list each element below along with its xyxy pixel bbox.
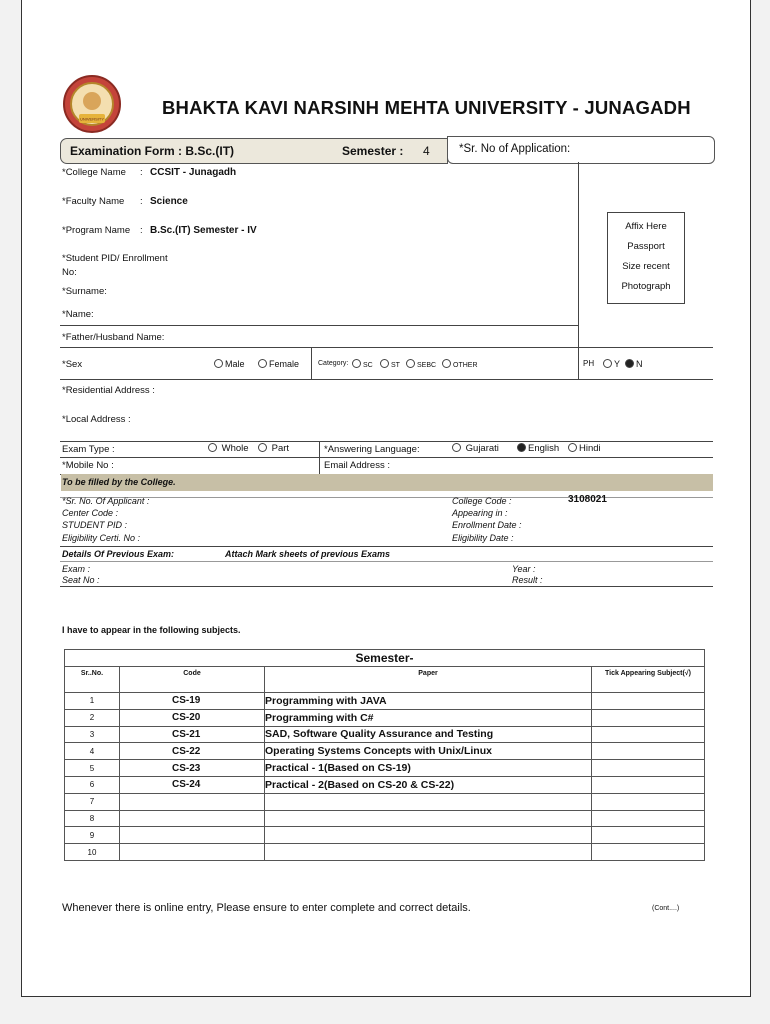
faculty-value: Science bbox=[150, 196, 188, 207]
subjects-table bbox=[64, 649, 705, 861]
lang-english-option[interactable]: English bbox=[517, 443, 559, 454]
table-row bbox=[65, 827, 705, 844]
photo-line-1: Affix Here bbox=[625, 221, 667, 232]
subject-code bbox=[120, 827, 265, 844]
subject-code: CS-22 bbox=[120, 743, 265, 760]
previous-exam-label: Details Of Previous Exam: bbox=[62, 549, 175, 559]
subject-paper bbox=[265, 793, 592, 810]
subject-code: CS-20 bbox=[120, 709, 265, 726]
col-srno: Sr..No. bbox=[65, 667, 120, 693]
form-label: Examination Form : B.Sc.(IT) bbox=[70, 144, 235, 158]
table-row bbox=[65, 793, 705, 810]
email-label: Email Address : bbox=[324, 460, 390, 471]
subject-code bbox=[120, 810, 265, 827]
subject-srno: 6 bbox=[65, 776, 120, 793]
table-row bbox=[65, 743, 705, 760]
category-sc-option[interactable]: SC bbox=[352, 359, 373, 369]
name-label: *Name: bbox=[62, 309, 94, 320]
category-other-option[interactable]: OTHER bbox=[442, 359, 478, 369]
semester-heading: Semester- bbox=[65, 650, 705, 667]
subject-tick-cell[interactable] bbox=[592, 827, 705, 844]
col-paper: Paper bbox=[265, 667, 592, 693]
attach-marksheets-label: Attach Mark sheets of previous Exams bbox=[225, 549, 391, 559]
subject-tick-cell[interactable] bbox=[592, 810, 705, 827]
radio-icon bbox=[380, 359, 389, 368]
college-value: CCSIT - Junagadh bbox=[150, 167, 237, 178]
mobile-label: *Mobile No : bbox=[62, 460, 114, 471]
subject-paper bbox=[265, 844, 592, 861]
semester-value: 4 bbox=[423, 144, 430, 158]
ph-no-option[interactable]: N bbox=[625, 359, 643, 369]
sex-label: *Sex bbox=[62, 359, 83, 370]
surname-label: *Surname: bbox=[62, 286, 107, 297]
year-label: Year : bbox=[512, 564, 536, 574]
radio-selected-icon bbox=[517, 443, 526, 452]
photo-line-3: Size recent bbox=[622, 261, 670, 272]
seat-no-label: Seat No : bbox=[62, 575, 100, 585]
radio-selected-icon bbox=[625, 359, 634, 368]
eligibility-no-label: Eligibility Certi. No : bbox=[62, 533, 141, 543]
subject-tick-cell[interactable] bbox=[592, 776, 705, 793]
continued-label: (Cont....) bbox=[652, 905, 680, 912]
application-no-box[interactable] bbox=[447, 136, 715, 164]
subject-code: CS-21 bbox=[120, 726, 265, 743]
subject-tick-cell[interactable] bbox=[592, 709, 705, 726]
subject-code: CS-23 bbox=[120, 760, 265, 777]
eligibility-date-label: Eligibility Date : bbox=[452, 533, 514, 543]
category-st-option[interactable]: ST bbox=[380, 359, 400, 369]
photo-line-2: Passport bbox=[627, 241, 665, 252]
subject-srno: 9 bbox=[65, 827, 120, 844]
ph-label: PH bbox=[583, 359, 595, 368]
subject-code bbox=[120, 844, 265, 861]
radio-icon bbox=[352, 359, 361, 368]
subject-srno: 10 bbox=[65, 844, 120, 861]
table-row bbox=[65, 760, 705, 777]
table-row bbox=[65, 844, 705, 861]
subject-paper: Programming with JAVA bbox=[265, 693, 592, 710]
exam-label: Exam : bbox=[62, 564, 91, 574]
result-label: Result : bbox=[512, 575, 543, 585]
semester-label: Semester : bbox=[342, 144, 404, 158]
father-label: *Father/Husband Name: bbox=[62, 332, 165, 343]
ph-yes-option[interactable]: Y bbox=[603, 359, 620, 369]
college-code-value: 3108021 bbox=[568, 494, 607, 505]
subject-srno: 2 bbox=[65, 709, 120, 726]
radio-icon bbox=[442, 359, 451, 368]
form-header-box bbox=[60, 138, 448, 164]
subject-srno: 3 bbox=[65, 726, 120, 743]
program-label: *Program Name bbox=[62, 225, 131, 236]
residential-address-label: *Residential Address : bbox=[62, 385, 155, 396]
exam-whole-option[interactable]: Whole bbox=[208, 443, 249, 454]
col-code: Code bbox=[120, 667, 265, 693]
subject-tick-cell[interactable] bbox=[592, 760, 705, 777]
subject-paper: Operating Systems Concepts with Unix/Linux bbox=[265, 743, 592, 760]
exam-type-label: Exam Type : bbox=[62, 444, 115, 455]
radio-icon bbox=[452, 443, 461, 452]
photo-box bbox=[607, 212, 685, 304]
radio-icon bbox=[406, 359, 415, 368]
subject-srno: 4 bbox=[65, 743, 120, 760]
subject-code: CS-24 bbox=[120, 776, 265, 793]
subject-paper: Programming with C# bbox=[265, 709, 592, 726]
lang-hindi-option[interactable]: Hindi bbox=[568, 443, 601, 454]
college-code-label: College Code : bbox=[452, 496, 512, 506]
table-row bbox=[65, 810, 705, 827]
student-pid-label: STUDENT PID : bbox=[62, 520, 128, 530]
pid-label-2: No: bbox=[62, 267, 77, 278]
footer-note: Whenever there is online entry, Please ensure to enter complete and correct details. bbox=[62, 902, 471, 914]
subject-tick-cell[interactable] bbox=[592, 693, 705, 710]
photo-line-4: Photograph bbox=[621, 281, 671, 292]
table-row bbox=[65, 726, 705, 743]
university-seal-icon bbox=[62, 74, 122, 134]
table-row bbox=[65, 693, 705, 710]
language-label: *Answering Language: bbox=[324, 444, 420, 455]
subject-paper: Practical - 2(Based on CS-20 & CS-22) bbox=[265, 776, 592, 793]
sex-female-option[interactable]: Female bbox=[258, 359, 299, 369]
subject-srno: 7 bbox=[65, 793, 120, 810]
table-row bbox=[65, 709, 705, 726]
sr-no-applicant-label: *Sr. No. Of Applicant : bbox=[62, 496, 150, 506]
lang-gujarati-option[interactable]: Gujarati bbox=[452, 443, 499, 454]
local-address-label: *Local Address : bbox=[62, 414, 131, 425]
application-no-label: *Sr. No of Application: bbox=[459, 143, 571, 155]
center-code-label: Center Code : bbox=[62, 508, 119, 518]
category-label: Category: bbox=[318, 360, 349, 367]
radio-icon bbox=[208, 443, 217, 452]
pid-label: *Student PID/ Enrollment bbox=[62, 253, 168, 264]
university-title: BHAKTA KAVI NARSINH MEHTA UNIVERSITY - JUNAGADH bbox=[162, 97, 691, 118]
college-label: *College Name bbox=[62, 167, 126, 178]
subject-paper bbox=[265, 810, 592, 827]
radio-icon bbox=[214, 359, 223, 368]
appearing-label: Appearing in : bbox=[452, 508, 508, 518]
exam-form-page: UNIVERSITY BHAKTA KAVI NARSINH MEHTA UNIVERSITY - JUNAGADH Examination Form : B.Sc.(IT) Semester : 4 *Sr. No of Application: *College Name : CCSIT - Junagadh *Faculty Name : Science *Program Name : B.Sc.(IT) Semester - IV *Student PID/ Enrollment No: *Surname: *Name: *Father/Husband Name: Affix Here Passport Size recent Photograph *Sex Male Female Category: SC ST SEBC OTHER PH Y N *Residential Address : *Local Address : Exam Type : Whole Part *Answering Language: Gujarati English Hindi *Mobile No : Email Address : To be filled by the College. *Sr. No. Of Applicant : College Code : 3108021 Center Code : Appearing in : STUDENT PID : Enrollment Date : Eligibility Certi. No : Eligibility Date : Details Of Previous Exam: Attach Mark sheets of previous Exams Exam : Year : Seat No : Result : I have to appear in the following subjects. Semester- Sr..No. Code Paper Tick Appearing Subject(√) 1 CS-19 Programming with JAVA 2 CS-20 Programming with C# 3 CS-21 SAD, Software Quality Assurance and Testing 4 CS-22 Operating Systems Concepts with Unix/Linux 5 CS-23 Practical - 1(Based on CS-19) 6 CS-24 Practical - 2(Based on CS-20 & CS-22) 7 8 9 10 Whenever there is online entry, Please ensure to enter complete and correct details. (Cont....) bbox=[21, 0, 751, 997]
subject-tick-cell[interactable] bbox=[592, 844, 705, 861]
seal-text: UNIVERSITY bbox=[79, 116, 105, 122]
subjects-intro: I have to appear in the following subjects. bbox=[62, 625, 241, 635]
radio-icon bbox=[258, 443, 267, 452]
radio-icon bbox=[258, 359, 267, 368]
category-sebc-option[interactable]: SEBC bbox=[406, 359, 436, 369]
subject-tick-cell[interactable] bbox=[592, 726, 705, 743]
subject-srno: 8 bbox=[65, 810, 120, 827]
subject-tick-cell[interactable] bbox=[592, 793, 705, 810]
subject-srno: 1 bbox=[65, 693, 120, 710]
program-value: B.Sc.(IT) Semester - IV bbox=[150, 225, 257, 236]
subject-paper: Practical - 1(Based on CS-19) bbox=[265, 760, 592, 777]
exam-part-option[interactable]: Part bbox=[258, 443, 289, 454]
sex-male-option[interactable]: Male bbox=[214, 359, 245, 369]
subject-paper: SAD, Software Quality Assurance and Testing bbox=[265, 726, 592, 743]
subject-srno: 5 bbox=[65, 760, 120, 777]
subject-paper bbox=[265, 827, 592, 844]
subject-code bbox=[120, 793, 265, 810]
col-tick: Tick Appearing Subject(√) bbox=[592, 667, 705, 693]
subject-tick-cell[interactable] bbox=[592, 743, 705, 760]
enrollment-date-label: Enrollment Date : bbox=[452, 520, 522, 530]
subject-code: CS-19 bbox=[120, 693, 265, 710]
college-section-heading: To be filled by the College. bbox=[62, 477, 176, 487]
faculty-label: *Faculty Name bbox=[62, 196, 125, 207]
table-row bbox=[65, 776, 705, 793]
radio-icon bbox=[603, 359, 612, 368]
radio-icon bbox=[568, 443, 577, 452]
